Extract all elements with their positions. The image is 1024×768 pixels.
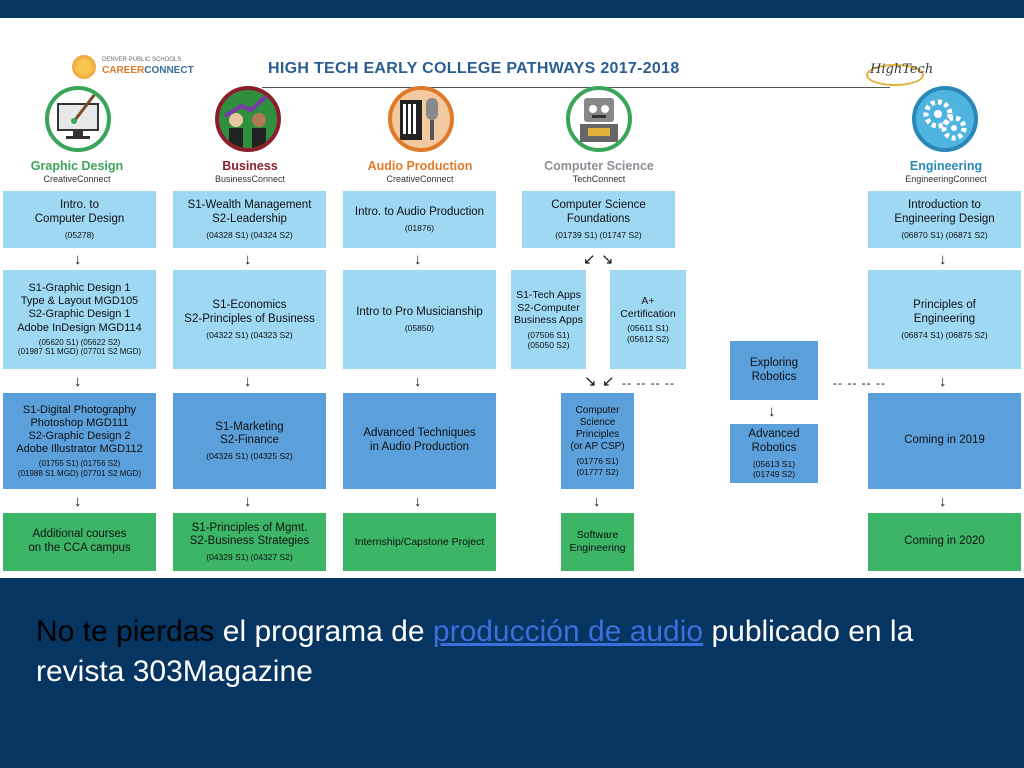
title-divider	[262, 87, 890, 88]
cs-aplus-box: A+ Certification (05611 S1) (05612 S2)	[610, 270, 686, 369]
cs-principles-box: Computer Science Principles (or AP CSP) (01776 S1) (01777 S2)	[561, 393, 634, 489]
audio-production-heading: Audio Production CreativeConnect	[367, 159, 473, 184]
audio-internship-box: Internship/Capstone Project	[343, 513, 496, 571]
career-connect-logo	[72, 55, 192, 81]
down-arrow-icon: ↓	[244, 493, 252, 510]
dashed-connector-right: -- -- -- --	[833, 376, 886, 390]
eng-coming-2020-box: Coming in 2020	[868, 513, 1021, 571]
logo-wordmark: CAREERCONNECT	[102, 65, 194, 76]
graphic-design-1-box: S1-Graphic Design 1 Type & Layout MGD105 S2-Graphic Design 1 Adobe InDesign MGD114 (05620 S1) (05622 S2) (01987 S1 MGD) (07701 S2 MGD)	[3, 270, 156, 369]
down-arrow-icon: ↓	[593, 493, 601, 510]
down-arrow-icon: ↓	[414, 373, 422, 390]
cs-tech-apps-box: S1-Tech Apps S2-Computer Business Apps (07506 S1) (05050 S2)	[511, 270, 586, 369]
diag-left-arrow-icon: ↙	[602, 373, 615, 390]
down-arrow-icon: ↓	[768, 403, 776, 420]
down-arrow-icon: ↓	[244, 251, 252, 268]
caption-text-end: publicado en la revista 303Magazine	[36, 615, 914, 688]
graphic-design-icon	[45, 86, 111, 152]
engineering-icon	[912, 86, 978, 152]
down-arrow-icon: ↓	[414, 251, 422, 268]
eng-coming-2019-box: Coming in 2019	[868, 393, 1021, 489]
computer-science-icon	[566, 86, 632, 152]
down-arrow-icon: ↓	[939, 493, 947, 510]
business-management-box: S1-Principles of Mgmt. S2-Business Strategies (04329 S1) (04327 S2)	[173, 513, 326, 571]
diag-left-arrow-icon: ↙	[583, 251, 596, 268]
diagram-title: HIGH TECH EARLY COLLEGE PATHWAYS 2017-2018	[268, 60, 680, 77]
business-heading: Business BusinessConnect	[214, 159, 286, 184]
eng-intro-box: Introduction to Engineering Design (06870 S1) (06871 S2)	[868, 191, 1021, 248]
business-icon	[215, 86, 281, 152]
cs-foundations-box: Computer Science Foundations (01739 S1) (01747 S2)	[522, 191, 675, 248]
dashed-connector-left: -- -- -- --	[622, 376, 675, 390]
audio-intro-box: Intro. to Audio Production (01876)	[343, 191, 496, 248]
audio-production-icon	[388, 86, 454, 152]
slide-caption	[36, 612, 986, 692]
down-arrow-icon: ↓	[244, 373, 252, 390]
diag-right-arrow-icon: ↘	[584, 373, 597, 390]
caption-emphasis: No te pierdas	[36, 615, 215, 648]
engineering-heading: Engineering EngineeringConnect	[905, 159, 987, 184]
audio-musicianship-box: Intro to Pro Musicianship (05850)	[343, 270, 496, 369]
down-arrow-icon: ↓	[74, 493, 82, 510]
audio-advanced-box: Advanced Techniques in Audio Production	[343, 393, 496, 489]
robotics-exploring-box: Exploring Robotics	[730, 341, 818, 400]
high-tech-logo: HighTech	[866, 58, 922, 88]
graphic-intro-box: Intro. to Computer Design (05278)	[3, 191, 156, 248]
graphic-design-2-box: S1-Digital Photography Photoshop MGD111 S2-Graphic Design 2 Adobe Illustrator MGD112 (01755 S1) (01756 S2) (01988 S1 MGD) (07701 S2 MGD)	[3, 393, 156, 489]
cs-software-box: Software Engineering	[561, 513, 634, 571]
diag-right-arrow-icon: ↘	[601, 251, 614, 268]
caption-text: el programa de	[214, 615, 433, 648]
graphic-design-heading: Graphic Design CreativeConnect	[30, 159, 124, 184]
down-arrow-icon: ↓	[74, 251, 82, 268]
pathways-diagram	[0, 18, 1024, 578]
logo-subtitle: DENVER PUBLIC SCHOOLS	[102, 57, 182, 63]
down-arrow-icon: ↓	[414, 493, 422, 510]
graphic-additional-box: Additional courses on the CCA campus	[3, 513, 156, 571]
robotics-advanced-box: Advanced Robotics (05613 S1) (01749 S2)	[730, 424, 818, 483]
down-arrow-icon: ↓	[74, 373, 82, 390]
down-arrow-icon: ↓	[939, 251, 947, 268]
business-wealth-box: S1-Wealth Management S2-Leadership (04328 S1) (04324 S2)	[173, 191, 326, 248]
down-arrow-icon: ↓	[939, 373, 947, 390]
eng-principles-box: Principles of Engineering (06874 S1) (06875 S2)	[868, 270, 1021, 369]
audio-production-link[interactable]: producción de audio	[432, 615, 704, 648]
business-economics-box: S1-Economics S2-Principles of Business (04322 S1) (04323 S2)	[173, 270, 326, 369]
business-marketing-box: S1-Marketing S2-Finance (04326 S1) (04325 S2)	[173, 393, 326, 489]
computer-science-heading: Computer Science TechConnect	[544, 159, 654, 184]
sun-icon	[72, 55, 96, 79]
